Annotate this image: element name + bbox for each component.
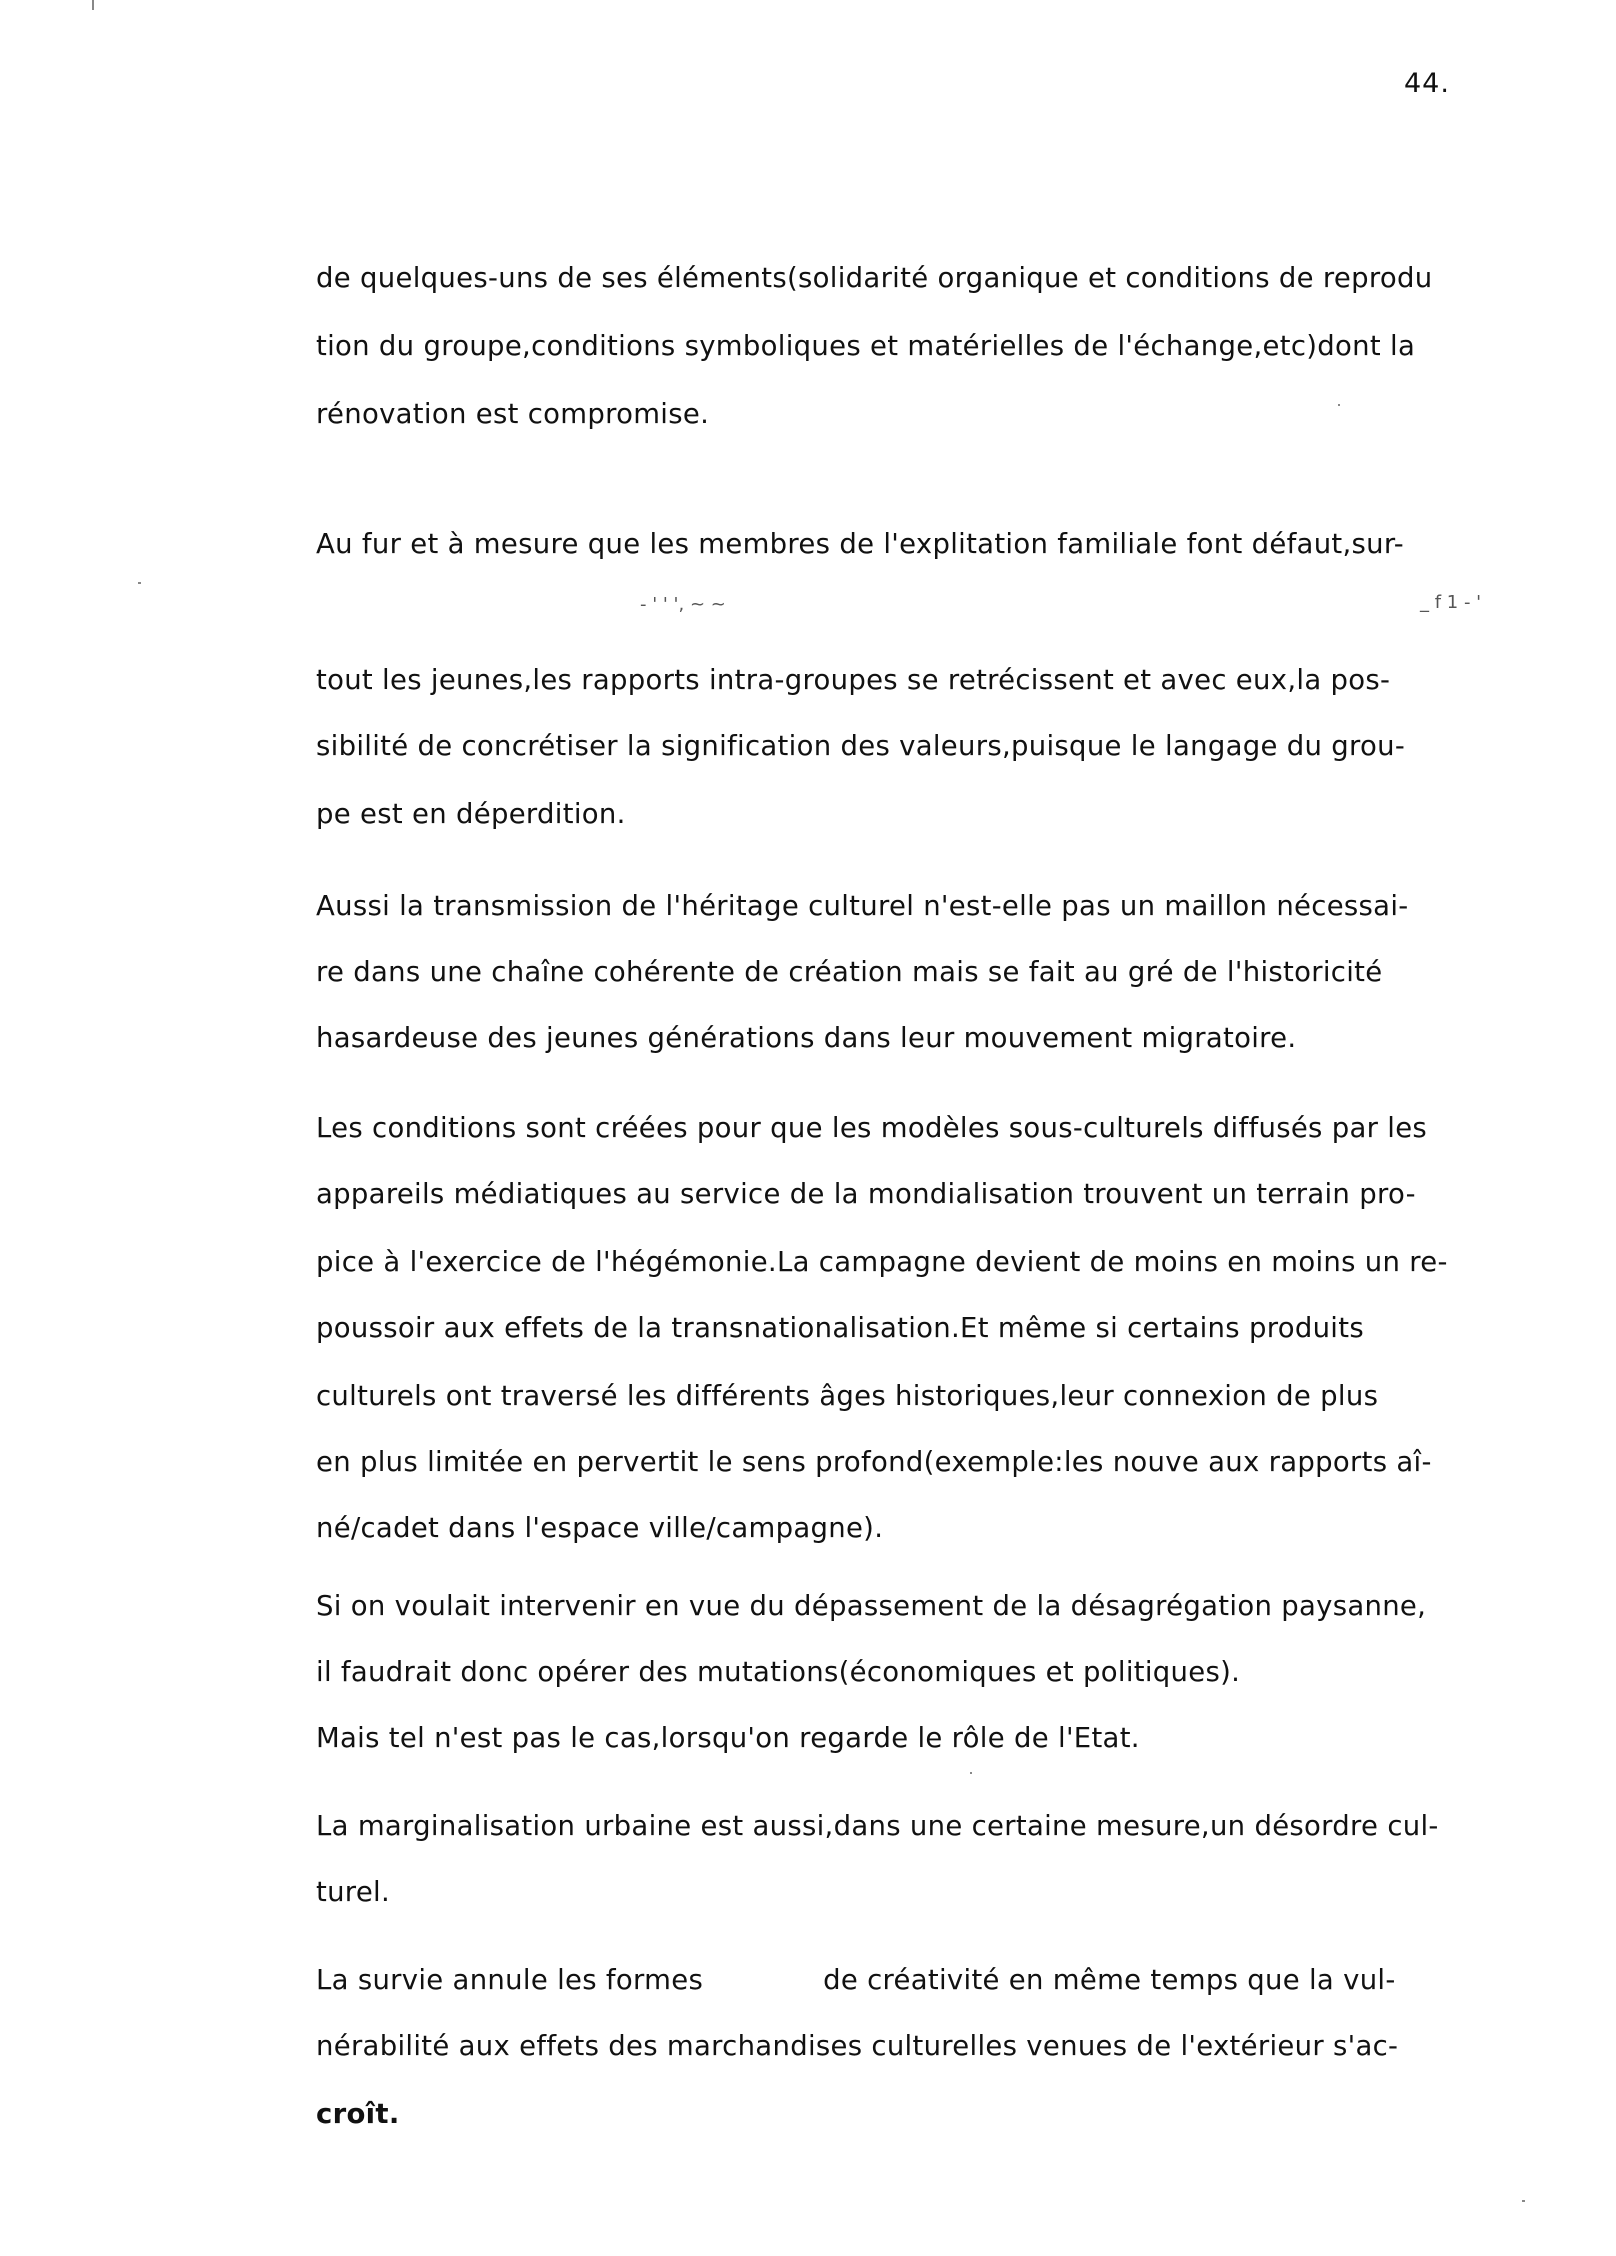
text-line: de quelques-uns de ses éléments(solidarité organique et conditions de reprodu — [316, 262, 1433, 294]
scan-speck — [970, 1772, 972, 1774]
scan-speck — [1522, 2200, 1525, 2202]
text-line: en plus limitée en pervertit le sens profond(exemple:les nouve aux rapports aî- — [316, 1446, 1432, 1478]
text-line: croît. — [316, 2098, 400, 2130]
line-end: de créativité en même temps que la vul- — [823, 1964, 1396, 1996]
text-line: poussoir aux effets de la transnationalisation.Et même si certains produits — [316, 1312, 1364, 1344]
text-line: appareils médiatiques au service de la mondialisation trouvent un terrain pro- — [316, 1178, 1416, 1210]
text-line: sibilité de concrétiser la signification des valeurs,puisque le langage du grou- — [316, 730, 1406, 762]
text-line: pice à l'exercice de l'hégémonie.La campagne devient de moins en moins un re- — [316, 1246, 1448, 1278]
text-line: il faudrait donc opérer des mutations(économiques et politiques). — [316, 1656, 1241, 1688]
text-line: Aussi la transmission de l'héritage culturel n'est-elle pas un maillon nécessai- — [316, 890, 1409, 922]
page-number: 44. — [1404, 68, 1450, 99]
text-line: nérabilité aux effets des marchandises culturelles venues de l'extérieur s'ac- — [316, 2030, 1399, 2062]
scan-speck — [138, 582, 141, 584]
scan-noise: _ f 1 - ' — [1420, 592, 1482, 613]
text-line: né/cadet dans l'espace ville/campagne). — [316, 1512, 884, 1544]
scan-speck — [92, 0, 94, 10]
scan-speck — [1338, 404, 1340, 406]
text-line: Si on voulait intervenir en vue du dépassement de la désagrégation paysanne, — [316, 1590, 1427, 1622]
text-line: Les conditions sont créées pour que les modèles sous-culturels diffusés par les — [316, 1112, 1428, 1144]
text-line: Mais tel n'est pas le cas,lorsqu'on regarde le rôle de l'Etat. — [316, 1722, 1140, 1754]
text-line: culturels ont traversé les différents âges historiques,leur connexion de plus — [316, 1380, 1379, 1412]
text-line: Au fur et à mesure que les membres de l'explitation familiale font défaut,sur- — [316, 528, 1404, 560]
text-line: tout les jeunes,les rapports intra-groupes se retrécissent et avec eux,la pos- — [316, 664, 1391, 696]
text-line: turel. — [316, 1876, 391, 1908]
text-line: hasardeuse des jeunes générations dans leur mouvement migratoire. — [316, 1022, 1297, 1054]
text-line: rénovation est compromise. — [316, 398, 710, 430]
text-line: pe est en déperdition. — [316, 798, 626, 830]
text-line: tion du groupe,conditions symboliques et matérielles de l'échange,etc)dont la — [316, 330, 1416, 362]
text-line: re dans une chaîne cohérente de création mais se fait au gré de l'historicité — [316, 956, 1383, 988]
text-line — [316, 1964, 1396, 1996]
scan-noise: - ' ' ', ~ ~ — [640, 594, 726, 615]
line-start: La survie annule les formes — [316, 1964, 704, 1996]
text-line: La marginalisation urbaine est aussi,dans une certaine mesure,un désordre cul- — [316, 1810, 1439, 1842]
